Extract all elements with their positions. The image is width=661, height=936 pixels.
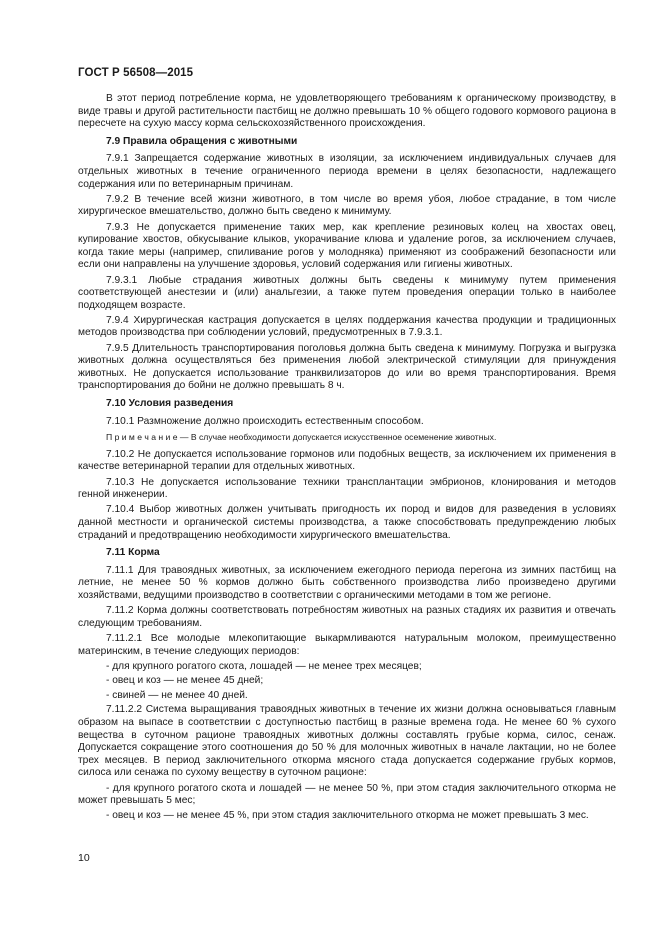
paragraph: 7.10.3 Не допускается использование техники трансплантации эмбрионов, клонирования и методов генной инженерии. [78,476,616,501]
paragraph: 7.11.2.1 Все молодые млекопитающие выкармливаются натуральным молоком, преимущественно материнским, в течение следующих периодов: [78,632,616,657]
section-heading: 7.11 Корма [106,547,160,559]
note [106,431,616,444]
paragraph: 7.9.5 Длительность транспортирования поголовья должна быть сведена к минимуму. Погрузка и выгрузка животных должна осуществляться без применения любой электрической стимуляции для принуждения животных. Не допускается использование транквилизаторов до или во время транспортирования. Время транспортирования до бойни не должно превышать 8 ч. [78,342,616,392]
list-item: - для крупного рогатого скота, лошадей — не менее трех месяцев; [106,660,422,672]
list-item: - овец и коз — не менее 45 дней; [106,675,264,687]
paragraph: 7.9.4 Хирургическая кастрация допускается в целях поддержания качества продукции и традиционных методов производства при соблюдении условий, предусмотренных в 7.9.3.1. [78,314,616,339]
paragraph: 7.9.1 Запрещается содержание животных в изоляции, за исключением индивидуальных случаев для отдельных животных в течение ограниченного периода времени в целях безопасности, надлежащего содержания или по ветеринарным причинам. [78,153,616,190]
paragraph: 7.11.2 Корма должны соответствовать потребностям животных на разных стадиях их развития и отвечать следующим требованиям. [78,605,616,629]
document-header: ГОСТ Р 56508—2015 [78,67,194,79]
note-text: — В случае необходимости допускается искусственное осеменение животных. [177,432,497,443]
page-number: 10 [78,852,90,864]
paragraph: - для крупного рогатого скота и лошадей — не менее 50 %, при этом стадия заключительного откорма не может превышать 5 мес; [78,782,616,807]
paragraph: 7.10.2 Не допускается использование гормонов или подобных веществ, за исключением их применения в качестве ветеринарной терапии для отдельных животных. [78,448,616,473]
list-item: - свиней — не менее 40 дней. [106,689,248,701]
paragraph: 7.9.2 В течение всей жизни животного, в том числе во время убоя, любое страдание, в том числе хирургическое вмешательство, должно быть сведено к минимуму. [78,193,616,218]
paragraph: 7.9.3 Не допускается применение таких мер, как крепление резиновых колец на хвостах овец, купирование хвостов, обкусывание клыков, укорачивание клюва и удаление рогов, за исключением случаев, когда такие меры (например, спиливание рогов у молодняка) применяют из соображений безопасности или если они направлены на улучшение здоровья, условий содержания или гигиены животных. [78,221,616,271]
paragraph: 7.10.1 Размножение должно происходить естественным способом. [106,415,424,427]
paragraph: В этот период потребление корма, не удовлетворяющего требованиям к органическому производству, в виде травы и другой растительности пастбищ не должно превышать 10 % общего годового кормового рациона в пересчете на сухую массу корма сельскохозяйственного происхождения. [78,93,616,130]
paragraph: 7.11.1 Для травоядных животных, за исключением ежегодного периода перегона из зимних пастбищ на летние, не менее 50 % кормов должно быть собственного производства либо произведено другими хозяйствами, ведущими производство в соответствии с органическими методами в том же регионе. [78,564,616,601]
paragraph: 7.11.2.2 Система выращивания травоядных животных в течение их жизни должна основываться главным образом на выпасе в соответствии с доступностью пастбищ в разные времена года. Не менее 60 % сухого вещества в суточном рационе травоядных животных должны составлять грубые корма, силос, сенаж. Допускается сокращение этого соотношения до 50 % для молочных животных в начале лактации, но не более трех месяцев. В период заключительного откорма мясного стада допускается содержание грубых кормов, силоса или сенажа по сухому веществу в суточном рационе: [78,704,616,779]
section-heading: 7.10 Условия разведения [106,398,234,410]
note-label: П р и м е ч а н и е [106,432,178,443]
paragraph: 7.10.4 Выбор животных должен учитывать пригодность их пород и видов для разведения в условиях данной местности и органической системы производства, а также способствовать предупреждению любых страданий и предотвращению необходимости хирургического вмешательства. [78,504,616,541]
paragraph: 7.9.3.1 Любые страдания животных должны быть сведены к минимуму путем применения соответствующей анестезии и (или) анальгезии, а также путем проведения операции только в наиболее подходящем возрасте. [78,274,616,311]
document-body [78,93,616,826]
paragraph: - овец и коз — не менее 45 %, при этом стадия заключительного откорма не может превышать 3 мес. [106,810,589,822]
section-heading: 7.9 Правила обращения с животными [106,135,298,147]
